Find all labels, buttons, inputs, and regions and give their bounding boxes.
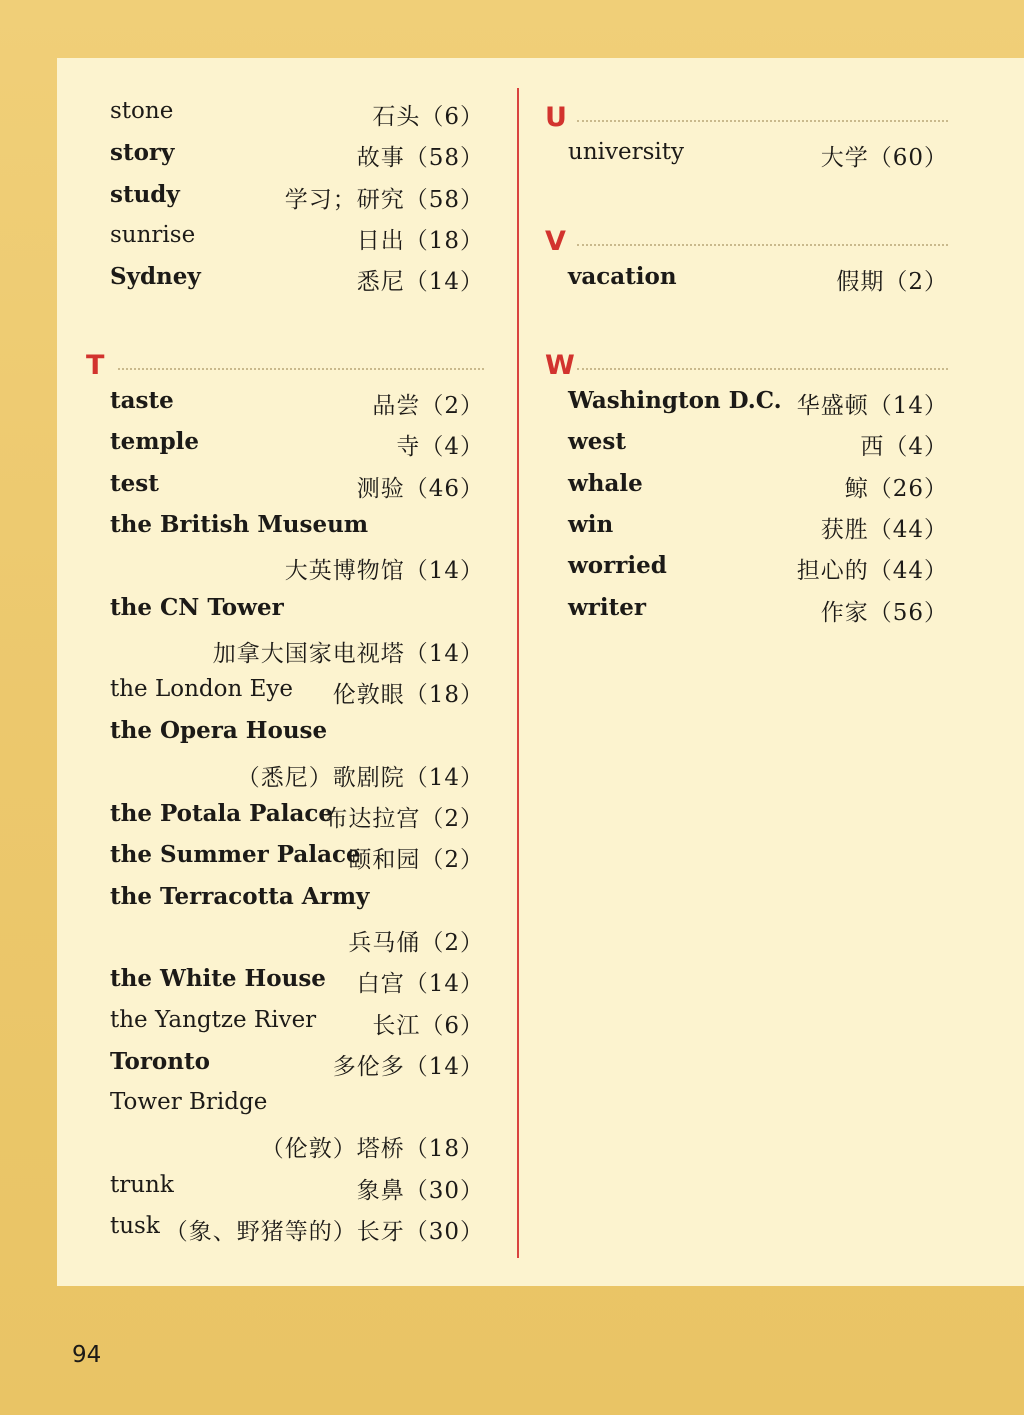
w-entries-list	[545, 383, 948, 631]
glossary-entry	[110, 259, 484, 300]
chinese-meaning-with-unit: 长江（6）	[372, 1012, 484, 1039]
glossary-entry	[110, 424, 484, 465]
glossary-entry	[110, 590, 484, 631]
letter-u: U	[545, 102, 567, 133]
english-term: the White House	[110, 965, 326, 993]
section-header-u	[545, 94, 948, 135]
english-term: Sydney	[110, 263, 201, 291]
english-term: west	[568, 428, 627, 456]
english-term: temple	[110, 428, 200, 456]
english-term: the London Eye	[110, 676, 294, 703]
english-term: trunk	[110, 1171, 174, 1198]
glossary-entry	[110, 94, 484, 135]
s-entries-list	[110, 94, 484, 300]
dotted-rule	[118, 368, 484, 370]
chinese-meaning-with-unit: 象鼻（30）	[356, 1177, 484, 1204]
glossary-entry	[110, 1003, 484, 1044]
section-gap	[545, 300, 948, 341]
glossary-entry	[110, 1044, 484, 1085]
english-term: stone	[110, 98, 174, 124]
chinese-meaning-with-unit: 作家（56）	[820, 599, 948, 626]
english-term: the Terracotta Army	[110, 882, 370, 910]
glossary-entry	[545, 507, 948, 548]
english-term: tusk	[110, 1213, 160, 1240]
dotted-rule	[577, 120, 948, 122]
english-term: test	[110, 469, 159, 497]
glossary-entry	[110, 466, 484, 507]
glossary-entry	[110, 631, 484, 672]
section-gap	[110, 300, 484, 341]
chinese-meaning-with-unit: 悉尼（14）	[356, 269, 484, 296]
glossary-entry	[110, 383, 484, 424]
glossary-entry	[110, 961, 484, 1002]
chinese-meaning-with-unit: 华盛顿（14）	[796, 393, 948, 420]
glossary-entry	[110, 218, 484, 259]
chinese-meaning-with-unit: 担心的（44）	[796, 558, 948, 585]
glossary-entry	[545, 135, 948, 176]
chinese-meaning-with-unit: 日出（18）	[356, 227, 484, 254]
chinese-meaning-with-unit: 兵马俑（2）	[348, 929, 484, 956]
chinese-meaning-with-unit: 故事（58）	[356, 145, 484, 172]
english-term: Washington D.C.	[568, 387, 782, 415]
glossary-entry	[110, 672, 484, 713]
glossary-entry	[110, 713, 484, 754]
glossary-entry	[110, 507, 484, 548]
glossary-entry	[110, 879, 484, 920]
glossary-entry	[110, 548, 484, 589]
chinese-meaning-with-unit: （伦敦）塔桥（18）	[260, 1136, 484, 1163]
chinese-meaning-with-unit: 品尝（2）	[372, 393, 484, 420]
english-term: writer	[568, 593, 647, 621]
glossary-entry	[110, 755, 484, 796]
u-entries-list	[545, 135, 948, 176]
chinese-meaning-with-unit: 大学（60）	[820, 145, 948, 172]
english-term: Tower Bridge	[110, 1089, 268, 1116]
section-header-w	[545, 342, 948, 383]
dotted-rule	[577, 244, 948, 246]
chinese-meaning-with-unit: （悉尼）歌剧院（14）	[236, 764, 484, 791]
chinese-meaning-with-unit: 获胜（44）	[820, 516, 948, 543]
glossary-entry	[110, 1209, 484, 1250]
chinese-meaning-with-unit: 测验（46）	[356, 475, 484, 502]
glossary-entry	[545, 466, 948, 507]
section-gap	[545, 177, 948, 218]
english-term: the Summer Palace	[110, 841, 361, 869]
english-term: story	[110, 139, 175, 167]
letter-w: W	[545, 349, 575, 381]
glossary-entry	[545, 548, 948, 589]
english-term: Toronto	[110, 1047, 210, 1075]
chinese-meaning-with-unit: 大英博物馆（14）	[284, 558, 484, 585]
chinese-meaning-with-unit: 学习；研究（58）	[284, 186, 484, 213]
chinese-meaning-with-unit: 鲸（26）	[844, 475, 948, 502]
english-term: the CN Tower	[110, 593, 284, 621]
section-header-t	[86, 342, 484, 383]
chinese-meaning-with-unit: 颐和园（2）	[348, 847, 484, 874]
chinese-meaning-with-unit: 加拿大国家电视塔（14）	[212, 640, 484, 667]
v-entries-list	[545, 259, 948, 300]
chinese-meaning-with-unit: 白宫（14）	[356, 971, 484, 998]
letter-v: V	[545, 225, 566, 257]
t-entries-list	[110, 383, 484, 1250]
glossary-entry	[545, 383, 948, 424]
chinese-meaning-with-unit: 石头（6）	[372, 104, 484, 130]
dotted-rule	[577, 368, 948, 370]
left-column	[86, 94, 484, 1250]
english-term: the Yangtze River	[110, 1006, 317, 1033]
letter-t: T	[86, 349, 105, 381]
chinese-meaning-with-unit: （象、野猪等的）长牙（30）	[164, 1219, 484, 1246]
glossary-entry	[110, 1126, 484, 1167]
english-term: whale	[568, 469, 643, 497]
chinese-meaning-with-unit: 假期（2）	[836, 269, 948, 296]
glossary-entry	[110, 920, 484, 961]
glossary-entry	[110, 135, 484, 176]
glossary-entry	[110, 1168, 484, 1209]
english-term: worried	[568, 552, 667, 580]
chinese-meaning-with-unit: 多伦多（14）	[332, 1053, 484, 1080]
column-divider	[517, 88, 519, 1258]
glossary-entry	[110, 837, 484, 878]
english-term: the Opera House	[110, 717, 328, 745]
english-term: vacation	[568, 263, 677, 291]
chinese-meaning-with-unit: 布达拉宫（2）	[324, 806, 484, 833]
english-term: study	[110, 180, 180, 208]
page-number: 94	[72, 1342, 102, 1368]
glossary-entry	[545, 259, 948, 300]
right-column	[545, 94, 948, 631]
english-term: win	[568, 510, 614, 538]
section-header-v	[545, 218, 948, 259]
glossary-entry	[110, 1085, 484, 1126]
glossary-entry	[110, 177, 484, 218]
english-term: sunrise	[110, 221, 196, 248]
english-term: the Potala Palace	[110, 800, 334, 828]
chinese-meaning-with-unit: 西（4）	[860, 434, 948, 461]
english-term: university	[568, 139, 684, 166]
chinese-meaning-with-unit: 伦敦眼（18）	[332, 682, 484, 709]
english-term: the British Museum	[110, 510, 369, 538]
chinese-meaning-with-unit: 寺（4）	[396, 434, 484, 461]
glossary-entry	[110, 796, 484, 837]
glossary-entry	[545, 424, 948, 465]
glossary-entry	[545, 590, 948, 631]
english-term: taste	[110, 387, 174, 415]
